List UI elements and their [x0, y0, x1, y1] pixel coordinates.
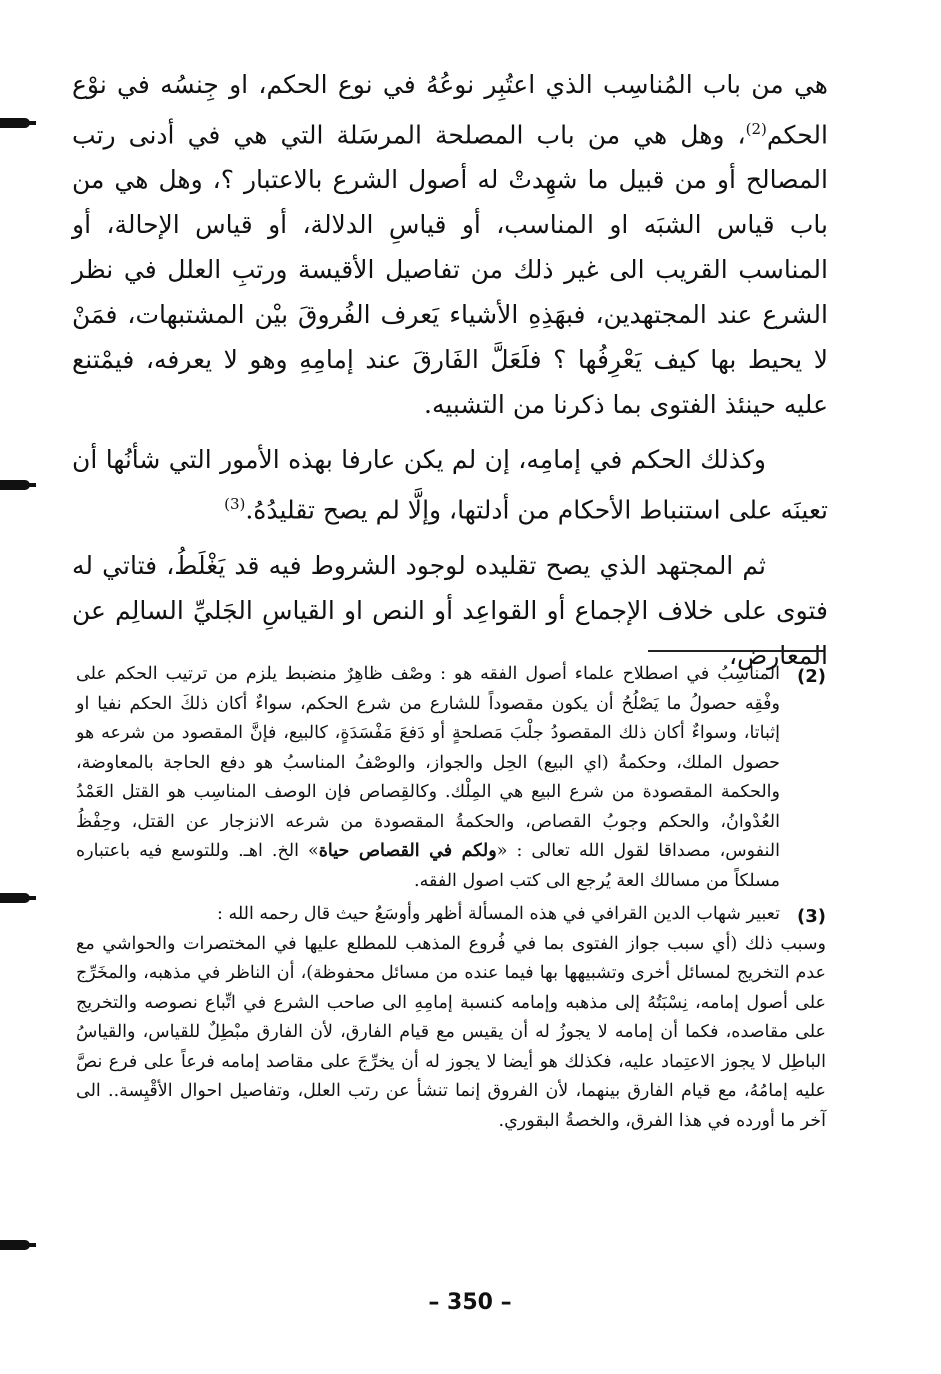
margin-mark-4 — [0, 1240, 30, 1250]
footnote-2-number: (2) — [797, 666, 826, 687]
paragraph-1-rest: ، وهل هي من باب المصلحة المرسَلة التي هي في أدنى رتب المصالح أو من قبيل ما شهِدتْ له أصول الشرع بالاعتبار ؟، وهل هي من باب قياس الشبَه او المناسب، أو قياسِ الدلالة، أو قياس الإحالة، أو المناسب القريب الى غير ذلك من تفاصيل الأقيسة ورتبِ العلل في نظر الشرع عند المجتهدين، فبهَذِهِ الأشياء يَعرف الفُروقَ بيْن المشتبهات، فمَنْ لا يحيط بها كيف يَعْرِفُها ؟ فلَعَلَّ الفَارقَ عند إمامِهِ وهو لا يعرفه، فيمْتنع عليه حينئذ الفتوى بما ذكرنا من التشبيه. — [72, 120, 828, 420]
page-number: – 350 – — [428, 1290, 512, 1315]
paragraph-3: ثم المجتهد الذي يصح تقليده لوجود الشروط فيه قد يَغْلَطُ، فتاتي له فتوى على خلاف الإجماع أو القواعِد أو النص او القياسِ الجَليِّ السالِم عن المعارض، — [72, 550, 828, 670]
footnote-2 — [76, 660, 826, 896]
footnote-3-number: (3) — [797, 906, 826, 927]
paragraph-2 — [72, 437, 828, 532]
main-text — [72, 62, 828, 678]
footnote-3-intro: تعبير شهاب الدين القرافي في هذه المسألة أظهر وأوسَعُ حيث قال رحمه الله : — [217, 904, 780, 924]
paragraph-2-text: وكذلك الحكم في إمامِه، إن لم يكن عارفا بهذه الأمور التي شأنُها أن تعينَه على استنباط الأحكام من أدلتها، وإلَّا لم يصح تقليدُهُ. — [72, 445, 828, 525]
footnote-2-quote: ولكم في القصاص حياة — [318, 841, 497, 861]
footnote-3 — [76, 900, 826, 1136]
margin-mark-2 — [0, 480, 30, 490]
footnote-3-text: وسبب ذلك (أي سبب جواز الفتوى بما في فُروع المذهب للمطلع عليها في المختصرات والحواشي مع عدم التخريج لمسائل أخرى وتشبيهها بها فيما عنده من مسائل محفوظة)، أن الناظر في مذهبه، والمخَرِّج على أصول إمامه، نِسْبَتُهُ إلى مذهبه وإمامه كنسبة إمامِهِ الى صاحب الشرع في اتِّباع نصوصه والتخريج على مقاصده، فكما أن إمامه لا يجوزُ له أن يقيس مع قيام الفارق، لأن الفارق مبْطِلٌ للقياس، والقياسُ الباطِل لا يجوز الاعتِماد عليه، فكذلك هو أيضا لا يجوز له أن يخرِّجَ على مقاصد إمامه فرعاً على فرع نصَّ عليه إمامُهُ، مع قيام الفارق بينهما، لأن الفروق إنما تنشأ عن رتب العلل، وتفاصيل احوال الأقْيِسة.. الى آخر ما أورده في هذا الفرق، والخصةُ البقوري. — [76, 933, 826, 1131]
margin-mark-1 — [0, 118, 30, 128]
footnote-2-text-a: المناسِبُ في اصطلاح علماء أصول الفقه هو : وصْف ظاهِرٌ منضبط يلزم من ترتيب الحكم على وفْقِه حصولُ ما يَصْلُحُ أن يكون مقصوداً للشارع من شرع الحكم، سواءٌ أكان ذلكَ الحكم نفيا او إثباتا، وسواءٌ أكان ذلك المقصودُ جلْبَ مَصلحةٍ أو دَفعَ مَفْسَدَةٍ، كالبيع، فإنَّ المقصود من شرعه هو حصول الملك، وحكمةُ (اي البيع) الحِل والجواز، والوصْفُ المناسبُ هو دفع الحاجة بالمعاوضة، والحكمة المقصودة من شرع البيع هي المِلْك. وكالقِصاص فإن الوصف المناسِب هو القتل العَمْدُ العُدْوانُ، والحكم وجوبُ القصاص، والحكمةُ المقصودة من شرعه الانزجار عن القتل، وحِفْظُ النفوس، مصداقا لقول الله تعالى : « — [76, 664, 780, 861]
paragraph-1 — [72, 62, 828, 427]
paragraph-1-start: هي من باب المُناسِب الذي اعتُبِر نوعُهُ في نوع الحكم، او جِنسُه في نوْع الحكم — [72, 70, 828, 150]
footnote-ref-2: (2) — [745, 120, 767, 138]
footnote-2-body — [76, 660, 780, 896]
footnote-ref-3: (3) — [224, 495, 246, 514]
footnote-divider — [648, 650, 824, 652]
margin-mark-3 — [0, 893, 30, 903]
footnote-2-text-b: » الخ. اهـ. وللتوسع فيه باعتباره مسلكاً من مسالك العة يُرجع الى كتب اصول الفقه. — [76, 841, 780, 891]
footnote-3-body — [76, 900, 826, 1136]
footnotes — [76, 660, 826, 1136]
